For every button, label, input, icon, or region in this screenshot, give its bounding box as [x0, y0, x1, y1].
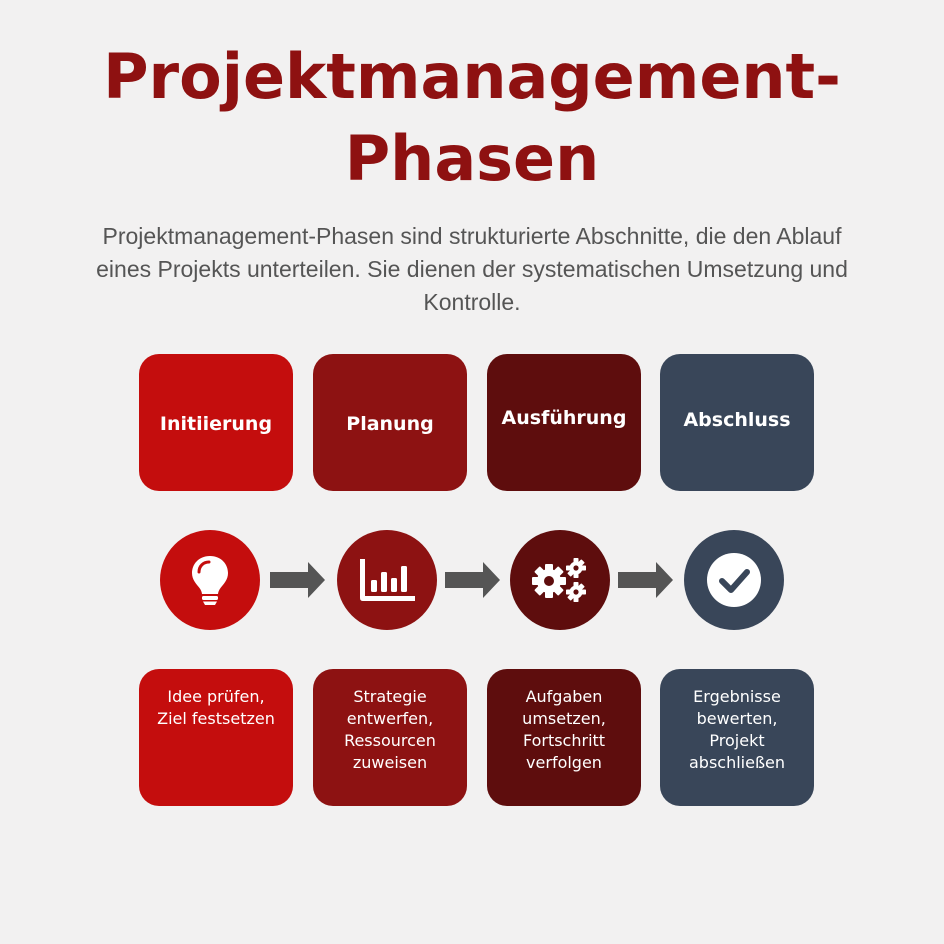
phase-icon-ausfuehrung [510, 530, 610, 630]
description-text: Ergebnisse bewerten, Projekt abschließen [688, 687, 786, 772]
phase-card-initiierung [139, 354, 293, 491]
description-text: Aufgaben umsetzen, Fortschritt verfolgen [522, 687, 606, 772]
phase-icon-initiierung [160, 530, 260, 630]
lightbulb-icon [188, 554, 232, 606]
description-card-planung [313, 669, 467, 806]
bar-chart-icon [358, 558, 416, 602]
phase-icon-abschluss [684, 530, 784, 630]
phase-label: Initiierung [159, 412, 273, 435]
arrow-right-icon [618, 560, 676, 600]
page-title [0, 36, 944, 200]
phase-card-ausfuehrung [487, 354, 641, 491]
page-title-line-2: Phasen [344, 122, 600, 195]
intro-text: Projektmanagement-Phasen sind strukturierte Abschnitte, die den Ablauf eines Projekts unterteilen. Sie dienen der systematischen Umsetzung und Kontrolle. [96, 223, 848, 315]
phase-label: Abschluss [683, 408, 791, 431]
check-circle-icon [706, 552, 762, 608]
page-title-line-1: Projektmanagement- [103, 40, 841, 113]
description-card-ausfuehrung [487, 669, 641, 806]
arrow-right-icon [270, 560, 328, 600]
phase-card-abschluss [660, 354, 814, 491]
phase-label: Planung [346, 412, 434, 435]
description-card-initiierung [139, 669, 293, 806]
description-text: Strategie entwerfen, Ressourcen zuweisen [344, 687, 436, 772]
description-text: Idee prüfen, Ziel festsetzen [157, 687, 275, 728]
gears-icon [529, 555, 591, 605]
phase-card-planung [313, 354, 467, 491]
description-card-abschluss [660, 669, 814, 806]
phase-icon-planung [337, 530, 437, 630]
arrow-right-icon [445, 560, 503, 600]
phase-label: Ausführung [501, 406, 627, 429]
